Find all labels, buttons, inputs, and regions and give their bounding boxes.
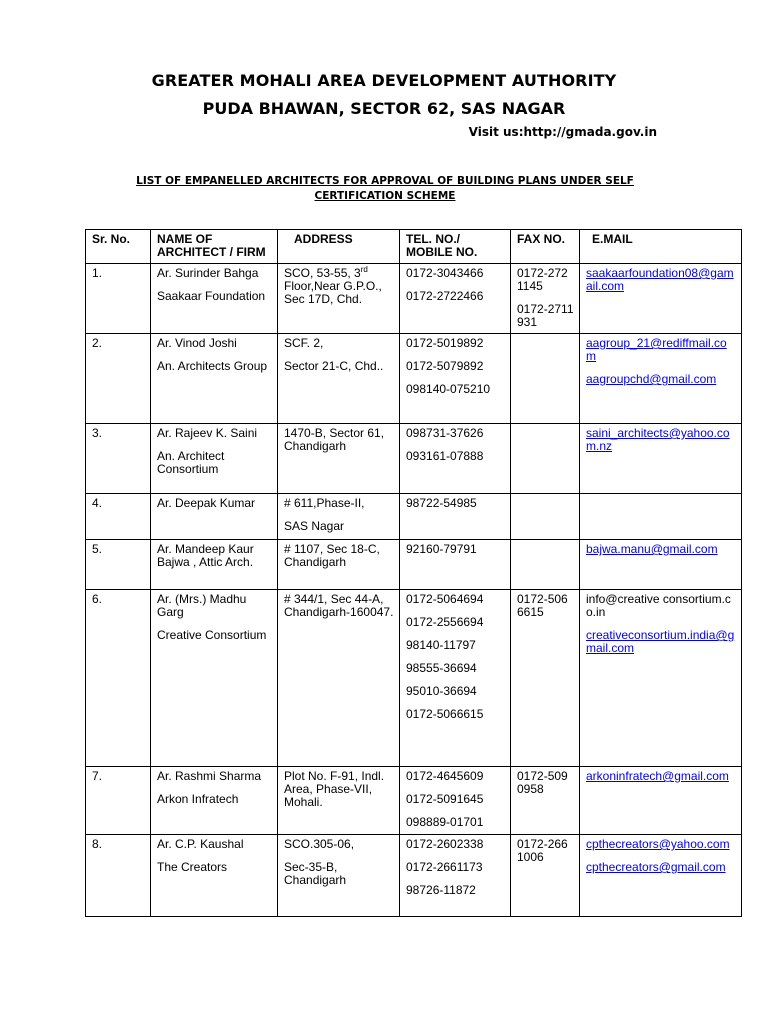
email-cell (580, 590, 742, 767)
email-link[interactable]: arkoninfratech@gmail.com (586, 769, 729, 783)
cell-text: An. Architect Consortium (157, 449, 225, 476)
col-header-name: NAME OF ARCHITECT / FIRM (151, 230, 278, 264)
cell-text: Plot No. F-91, Indl. Area, Phase-VII, Mohali. (284, 769, 385, 809)
cell-text: SCF. 2, (284, 336, 324, 350)
tel-cell (400, 494, 511, 540)
cell-text: 0172-2661173 (406, 860, 483, 874)
cell-text: # 344/1, Sec 44-A, Chandigarh-160047. (284, 592, 394, 619)
cell-text: 0172-2661006 (517, 837, 568, 864)
list-title: LIST OF EMPANELLED ARCHITECTS FOR APPROVAL OF BUILDING PLANS UNDER SELF CERTIFICATION SCHEME (136, 175, 634, 202)
cell-text: 98555-36694 (406, 661, 477, 675)
email-link[interactable]: cpthecreators@yahoo.com (586, 837, 730, 851)
cell-text: 098140-075210 (406, 382, 491, 396)
tel-cell (400, 424, 511, 494)
cell-text: 0172-3043466 (406, 266, 484, 280)
cell-text: SAS Nagar (284, 519, 345, 533)
table-row (86, 334, 742, 424)
address-cell (278, 334, 400, 424)
table-row (86, 264, 742, 334)
cell-text: 0172-2711931 (517, 302, 574, 329)
cell-text: 98722-54985 (406, 496, 477, 510)
email-cell (580, 424, 742, 494)
email-link[interactable]: aagroupchd@gmail.com (586, 372, 717, 386)
col-header-fax: FAX NO. (511, 230, 580, 264)
col-header-sr: Sr. No. (86, 230, 151, 264)
fax-cell (511, 540, 580, 590)
tel-cell (400, 334, 511, 424)
cell-text: Ar. Vinod Joshi (157, 336, 237, 350)
cell-text: SCO.305-06, (284, 837, 355, 851)
cell-text: 0172-5064694 (406, 592, 484, 606)
cell-text: Ar. Rashmi Sharma (157, 769, 262, 783)
name-cell (151, 424, 278, 494)
cell-text: 0172-5066615 (406, 707, 484, 721)
email-cell (580, 767, 742, 835)
name-cell (151, 767, 278, 835)
table-row (86, 424, 742, 494)
table-row (86, 767, 742, 835)
cell-text: Ar. Rajeev K. Saini (157, 426, 258, 440)
cell-text: 098731-37626 (406, 426, 484, 440)
tel-cell (400, 264, 511, 334)
address-cell (278, 424, 400, 494)
fax-cell (511, 835, 580, 917)
cell-text: Ar. Mandeep Kaur Bajwa , Attic Arch. (157, 542, 254, 569)
cell-text: Ar. (Mrs.) Madhu Garg (157, 592, 247, 619)
cell-text: 0172-5079892 (406, 359, 484, 373)
email-link[interactable]: creativeconsortium.india@gmail.com (586, 628, 735, 655)
cell-text: Sec-35-B, Chandigarh (284, 860, 347, 887)
address-cell (278, 835, 400, 917)
name-cell (151, 540, 278, 590)
table-body (86, 264, 742, 917)
fax-cell (511, 590, 580, 767)
cell-text: Ar. Deepak Kumar (157, 496, 256, 510)
cell-text: 0172-5066615 (517, 592, 568, 619)
cell-text: Ar. Surinder Bahga (157, 266, 259, 280)
cell-text: 0172-2602338 (406, 837, 484, 851)
cell-text: Ar. C.P. Kaushal (157, 837, 244, 851)
name-cell (151, 835, 278, 917)
cell-text: Creative Consortium (157, 628, 267, 642)
tel-cell (400, 767, 511, 835)
cell-text: # 1107, Sec 18-C, Chandigarh (284, 542, 380, 569)
table-row (86, 540, 742, 590)
tel-cell (400, 590, 511, 767)
table-row (86, 494, 742, 540)
col-header-tel: TEL. NO./ MOBILE NO. (400, 230, 511, 264)
table-header-row (86, 230, 742, 264)
website-link[interactable]: Visit us:http://gmada.gov.in (468, 125, 657, 139)
address-cell (278, 264, 400, 334)
fax-cell (511, 767, 580, 835)
fax-cell (511, 264, 580, 334)
cell-text: 0172-5091645 (406, 792, 484, 806)
email-cell (580, 835, 742, 917)
fax-cell (511, 424, 580, 494)
cell-text: 098889-01701 (406, 815, 484, 829)
cell-text: 0172-2722466 (406, 289, 484, 303)
cell-text: 0172-4645609 (406, 769, 484, 783)
email-link[interactable]: saini_architects@yahoo.com.nz (586, 426, 730, 453)
cell-text: 093161-07888 (406, 449, 484, 463)
cell-text: 95010-36694 (406, 684, 477, 698)
address-cell (278, 494, 400, 540)
org-title: GREATER MOHALI AREA DEVELOPMENT AUTHORITY (151, 71, 617, 90)
table-row (86, 590, 742, 767)
address-cell (278, 767, 400, 835)
email-link[interactable]: bajwa.manu@gmail.com (586, 542, 718, 556)
sr-cell: 6. (86, 590, 151, 767)
cell-text: 0172-2556694 (406, 615, 484, 629)
name-cell (151, 590, 278, 767)
cell-text: 0172-5090958 (517, 769, 568, 796)
cell-text: 0172-2721145 (517, 266, 568, 293)
email-text: info@creative consortium.co.in (586, 592, 731, 619)
email-link[interactable]: aagroup_21@rediffmail.com (586, 336, 727, 363)
address-cell (278, 540, 400, 590)
sr-cell: 7. (86, 767, 151, 835)
tel-cell (400, 835, 511, 917)
org-address: PUDA BHAWAN, SECTOR 62, SAS NAGAR (202, 99, 566, 118)
email-cell (580, 494, 742, 540)
cell-text: Arkon Infratech (157, 792, 239, 806)
architects-table (85, 229, 742, 917)
email-cell (580, 540, 742, 590)
sr-cell: 8. (86, 835, 151, 917)
cell-text: 0172-5019892 (406, 336, 484, 350)
col-header-email: E.MAIL (580, 230, 742, 264)
sr-cell: 4. (86, 494, 151, 540)
address-cell (278, 590, 400, 767)
name-cell (151, 334, 278, 424)
cell-text: # 611,Phase-II, (284, 496, 365, 510)
email-cell (580, 264, 742, 334)
cell-text: 1470-B, Sector 61, Chandigarh (284, 426, 385, 453)
cell-text: 92160-79791 (406, 542, 477, 556)
cell-text: Sector 21-C, Chd.. (284, 359, 384, 373)
sr-cell: 1. (86, 264, 151, 334)
cell-text: An. Architects Group (157, 359, 268, 373)
col-header-address: ADDRESS (278, 230, 400, 264)
email-cell (580, 334, 742, 424)
email-link[interactable]: cpthecreators@gmail.com (586, 860, 726, 874)
cell-text: Saakaar Foundation (157, 289, 266, 303)
sr-cell: 2. (86, 334, 151, 424)
fax-cell (511, 334, 580, 424)
sr-cell: 5. (86, 540, 151, 590)
name-cell (151, 494, 278, 540)
cell-text: SCO, 53-55, 3rd Floor,Near G.P.O., Sec 17D, Chd. (284, 265, 382, 306)
name-cell (151, 264, 278, 334)
fax-cell (511, 494, 580, 540)
email-link[interactable]: saakaarfoundation08@gamail.com (586, 266, 734, 293)
cell-text: 98140-11797 (406, 638, 476, 652)
cell-text: The Creators (157, 860, 228, 874)
table-row (86, 835, 742, 917)
sr-cell: 3. (86, 424, 151, 494)
cell-text: 98726-11872 (406, 883, 476, 897)
tel-cell (400, 540, 511, 590)
